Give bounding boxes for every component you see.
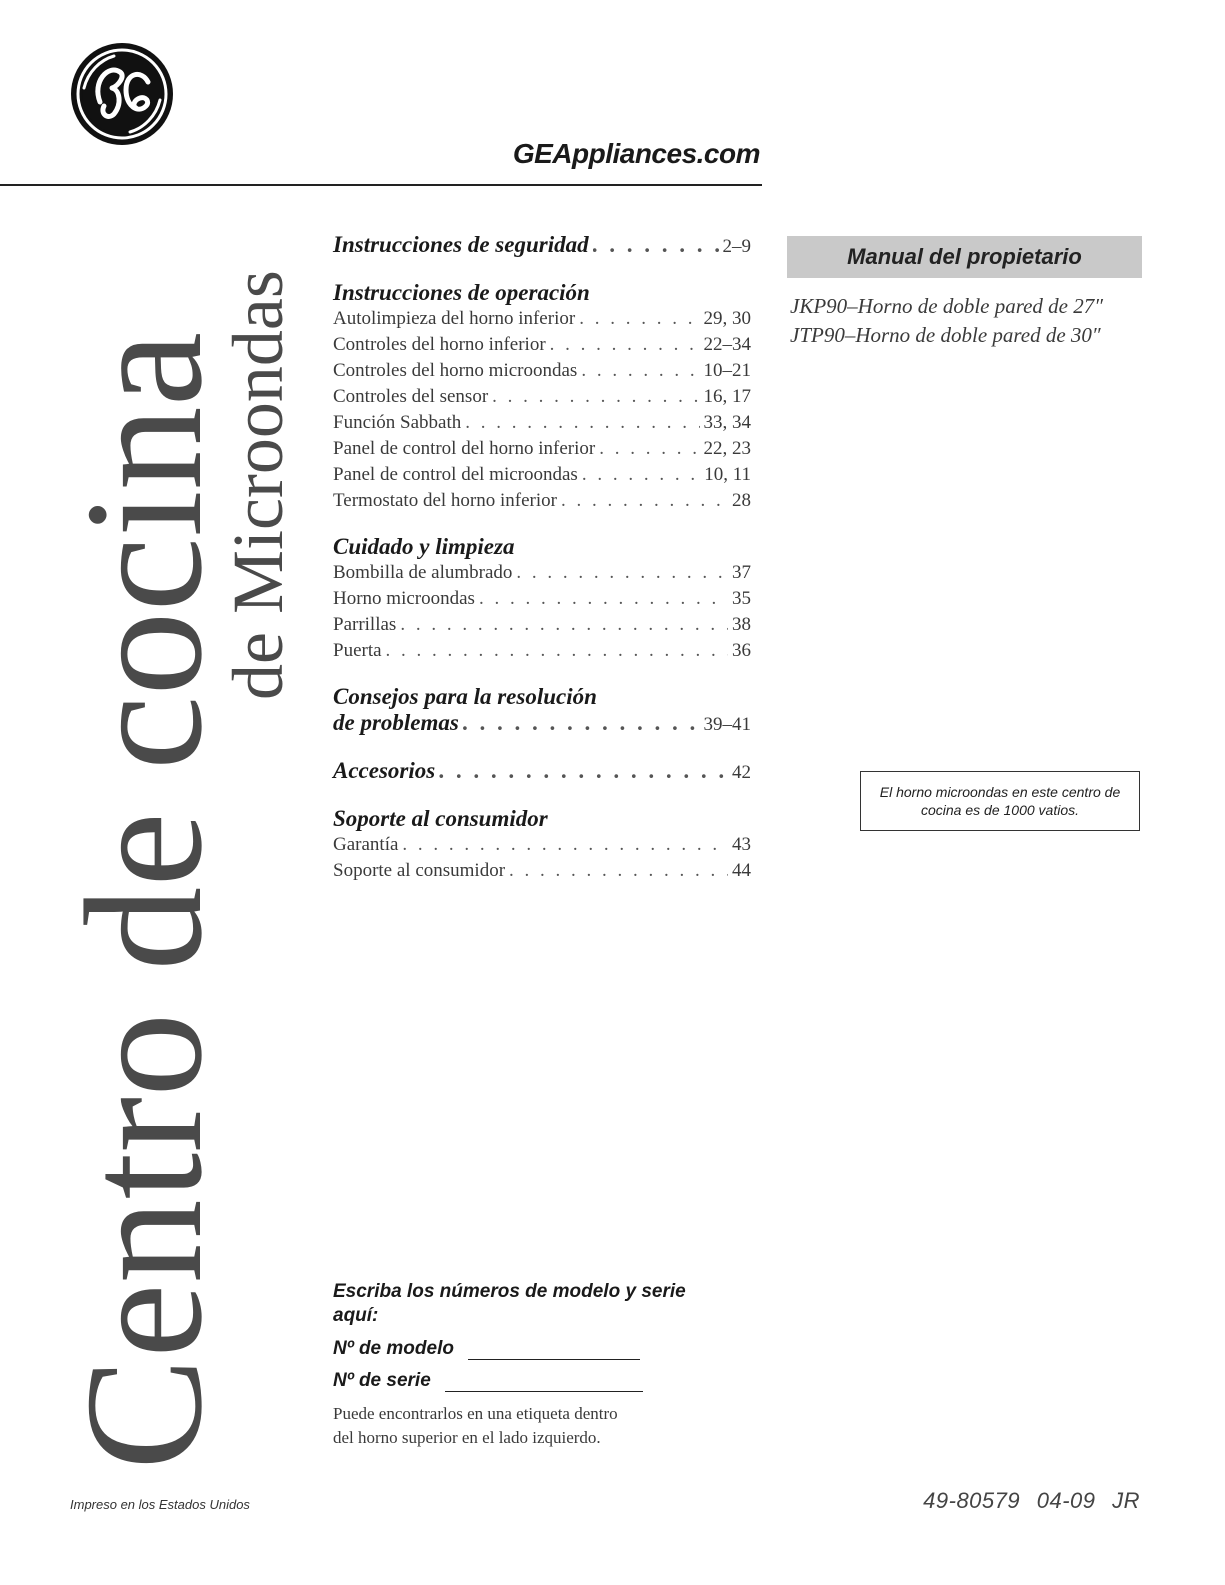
toc-heading — [333, 684, 751, 710]
leader-dots — [492, 384, 699, 410]
toc-heading[interactable] — [333, 758, 751, 786]
toc-entry-label: Parrillas — [333, 614, 397, 635]
leader-dots — [439, 758, 728, 784]
toc-entry[interactable] — [333, 462, 751, 488]
toc-heading[interactable] — [333, 232, 751, 260]
toc-entry[interactable] — [333, 410, 751, 436]
toc-entry[interactable] — [333, 436, 751, 462]
leader-dots — [400, 612, 728, 638]
serial-number-label: Nº de serie — [333, 1370, 431, 1391]
toc-section-support — [333, 806, 751, 884]
leader-dots — [465, 410, 699, 436]
toc-heading-label: Cuidado y limpieza — [333, 534, 515, 559]
toc-entry[interactable] — [333, 384, 751, 410]
toc-entry[interactable] — [333, 306, 751, 332]
leader-dots — [593, 232, 719, 258]
page-ref: 2–9 — [722, 236, 751, 257]
toc-entry-label: Controles del horno microondas — [333, 360, 578, 381]
record-numbers — [333, 1280, 693, 1450]
page-ref: 35 — [732, 588, 751, 609]
ge-logo — [70, 42, 174, 146]
page-ref: 33, 34 — [703, 412, 751, 433]
toc-heading-label: Soporte al consumidor — [333, 806, 548, 831]
wattage-note: El horno microondas en este centro de cocina es de 1000 vatios. — [860, 771, 1140, 831]
serial-number-field[interactable] — [333, 1370, 693, 1392]
model-line: JKP90–Horno de doble pared de 27″ — [790, 294, 1104, 318]
page-ref: 36 — [732, 640, 751, 661]
toc-heading-label: de problemas — [333, 710, 459, 735]
toc-heading — [333, 534, 751, 560]
toc-entry-label: Bombilla de alumbrado — [333, 562, 513, 583]
toc-entry-label: Autolimpieza del horno inferior — [333, 308, 576, 329]
toc-entry[interactable] — [333, 586, 751, 612]
leader-dots — [561, 488, 728, 514]
page-ref: 44 — [732, 860, 751, 881]
table-of-contents — [333, 232, 751, 904]
leader-dots — [599, 436, 699, 462]
toc-entry-label: Garantía — [333, 834, 399, 855]
toc-entry[interactable] — [333, 560, 751, 586]
record-heading: Escriba los números de modelo y serie aquí: — [333, 1281, 686, 1326]
leader-dots — [579, 306, 699, 332]
page-ref: 39–41 — [703, 714, 751, 735]
page-ref: 37 — [732, 562, 751, 583]
page-ref: 10–21 — [703, 360, 751, 381]
header-rule — [0, 184, 762, 186]
model-list — [790, 292, 1190, 350]
manual-banner: Manual del propietario — [787, 236, 1142, 278]
page-ref: 38 — [732, 614, 751, 635]
toc-entry-label: Termostato del horno inferior — [333, 490, 557, 511]
record-note: Puede encontrarlos en una etiqueta dentro del horno superior en el lado izquierdo. — [333, 1404, 618, 1447]
toc-entry[interactable] — [333, 358, 751, 384]
leader-dots — [582, 462, 700, 488]
leader-dots — [509, 858, 728, 884]
page-ref: 10, 11 — [704, 464, 751, 485]
model-number-line[interactable] — [468, 1341, 640, 1360]
toc-entry-label: Soporte al consumidor — [333, 860, 506, 881]
serial-number-line[interactable] — [445, 1373, 643, 1392]
toc-entry[interactable] — [333, 612, 751, 638]
toc-entry-label: Puerta — [333, 640, 382, 661]
toc-entry[interactable] — [333, 332, 751, 358]
toc-entry-label: Panel de control del horno inferior — [333, 438, 596, 459]
model-number-label: Nº de modelo — [333, 1338, 454, 1359]
page-ref: 28 — [732, 490, 751, 511]
toc-section-operation — [333, 280, 751, 514]
toc-section-care — [333, 534, 751, 664]
toc-heading-label: Instrucciones de operación — [333, 280, 590, 305]
toc-heading — [333, 806, 751, 832]
toc-entry-label: Controles del sensor — [333, 386, 489, 407]
document-code: 49-80579 04-09 JR — [923, 1488, 1140, 1513]
leader-dots — [386, 638, 728, 664]
toc-entry-label: Panel de control del microondas — [333, 464, 578, 485]
site-url[interactable]: GEAppliances.com — [512, 138, 760, 169]
toc-heading-label: Accesorios — [333, 758, 436, 783]
leader-dots — [463, 710, 700, 736]
model-number-field[interactable] — [333, 1338, 693, 1360]
vertical-subtitle: de Microondas — [218, 270, 298, 700]
toc-entry[interactable] — [333, 488, 751, 514]
toc-heading[interactable] — [333, 710, 751, 738]
toc-heading-label: Instrucciones de seguridad — [333, 232, 589, 257]
leader-dots — [581, 358, 699, 384]
toc-section-safety — [333, 232, 751, 260]
page-ref: 22, 23 — [703, 438, 751, 459]
toc-entry-label: Función Sabbath — [333, 412, 462, 433]
toc-entry[interactable] — [333, 638, 751, 664]
page-ref: 43 — [732, 834, 751, 855]
page-ref: 16, 17 — [703, 386, 751, 407]
toc-entry[interactable] — [333, 832, 751, 858]
toc-entry-label: Controles del horno inferior — [333, 334, 546, 355]
page-ref: 42 — [732, 762, 751, 783]
leader-dots — [550, 332, 700, 358]
page-ref: 22–34 — [703, 334, 751, 355]
leader-dots — [516, 560, 728, 586]
toc-section-accessories — [333, 758, 751, 786]
page-ref: 29, 30 — [703, 308, 751, 329]
toc-section-troubleshooting — [333, 684, 751, 738]
toc-heading — [333, 280, 751, 306]
toc-heading-label: Consejos para la resolución — [333, 684, 597, 709]
toc-entry[interactable] — [333, 858, 751, 884]
model-line: JTP90–Horno de doble pared de 30″ — [790, 323, 1101, 347]
vertical-title: Centro de cocina — [51, 331, 237, 1470]
leader-dots — [479, 586, 728, 612]
leader-dots — [402, 832, 728, 858]
printed-in: Impreso en los Estados Unidos — [70, 1497, 250, 1512]
toc-entry-label: Horno microondas — [333, 588, 475, 609]
